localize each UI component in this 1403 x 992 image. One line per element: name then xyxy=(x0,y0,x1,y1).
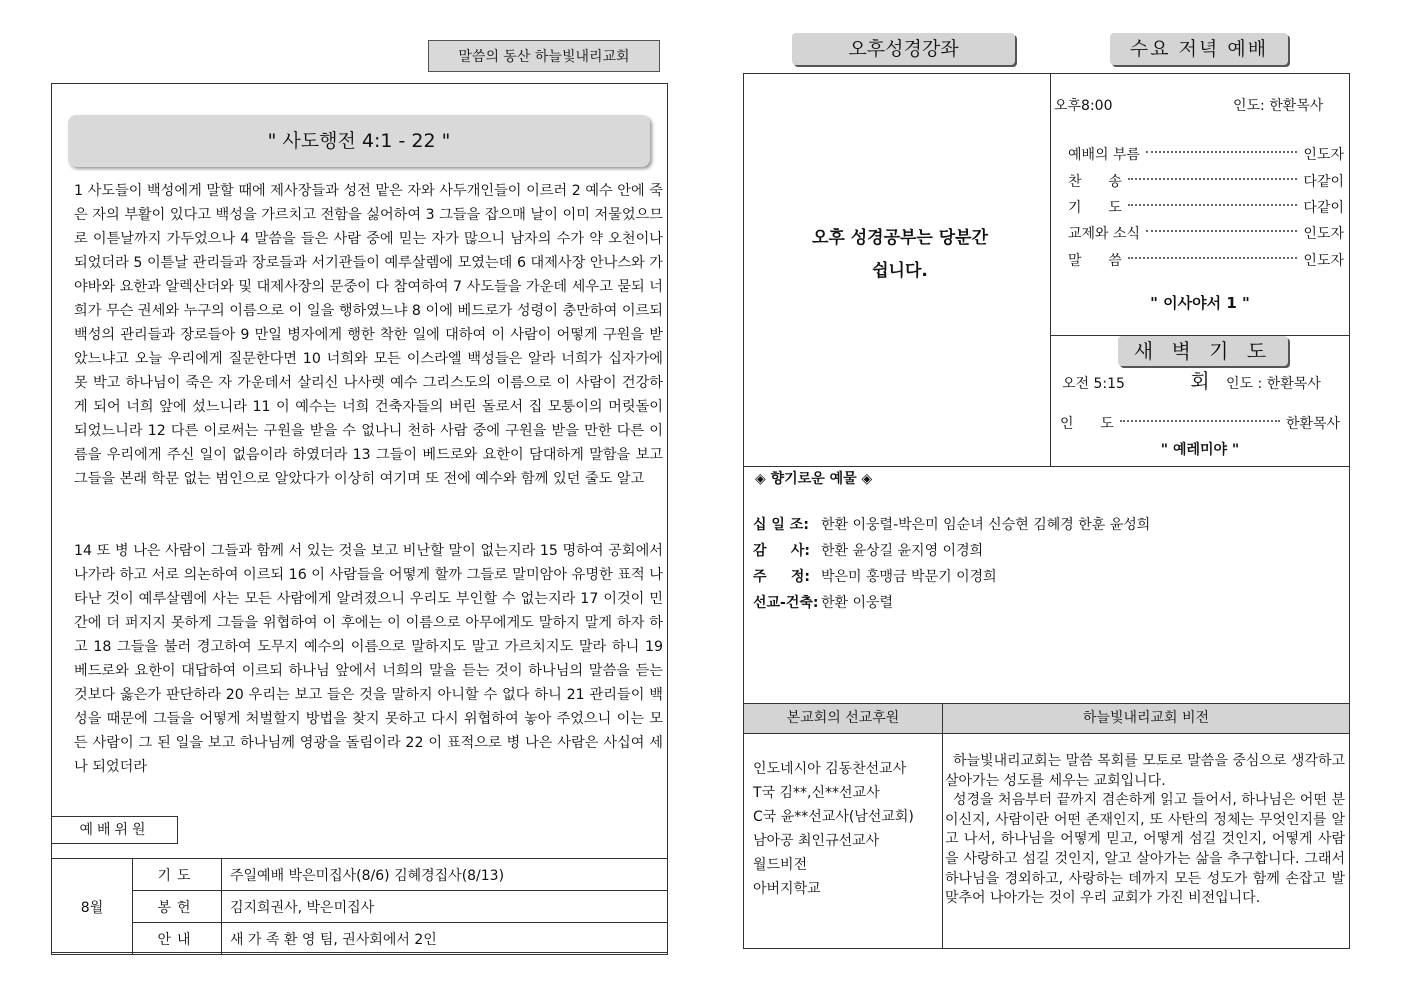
order-who: 인도자 xyxy=(1303,253,1344,269)
order-label: 찬 송 xyxy=(1068,174,1122,190)
order-label: 예배의 부름 xyxy=(1068,147,1141,163)
offering-label: 감 사: xyxy=(753,543,811,559)
duty-label: 예배위원 xyxy=(51,816,178,844)
dawn-time: 오전 5:15 xyxy=(1062,376,1125,392)
order-item xyxy=(1068,250,1344,270)
wed-leader: 인도: 한환목사 xyxy=(1233,98,1324,114)
offering-names: 박은미 홍맹금 박문기 이경희 xyxy=(821,569,997,585)
offering-names: 한환 이웅렬 xyxy=(821,595,894,611)
mission-item: 인도네시아 김동찬선교사 xyxy=(753,761,907,777)
table-row xyxy=(52,859,668,891)
order-who: 인도자 xyxy=(1303,226,1344,242)
wednesday-service-title: 수요 저녁 예배 xyxy=(1110,33,1288,65)
dawn-order-item xyxy=(1060,413,1340,433)
order-item xyxy=(1068,171,1344,191)
pm-class-notice xyxy=(760,222,1040,288)
offering-names: 한환 윤상길 윤지영 이경희 xyxy=(821,543,984,559)
order-who: 다같이 xyxy=(1303,174,1344,190)
duty-month: 8월 xyxy=(52,859,133,955)
mission-item: 월드비전 xyxy=(753,857,808,873)
notice-line: 오후 성경공부는 당분간 xyxy=(811,228,989,248)
church-name-banner: 말씀의 동산 하늘빛내리교회 xyxy=(428,40,660,72)
order-who: 다같이 xyxy=(1303,200,1344,216)
offering-row xyxy=(753,592,893,612)
offering-row xyxy=(753,566,997,586)
mission-header: 본교회의 선교후원 xyxy=(744,704,942,733)
dot-leader xyxy=(1128,257,1298,259)
dot-leader xyxy=(1146,230,1297,232)
duty-role: 기도 xyxy=(133,859,222,891)
duty-table xyxy=(51,858,668,955)
passage-title: " 사도행전 4:1 - 22 " xyxy=(68,115,650,167)
offering-label: 주 정: xyxy=(753,569,811,585)
order-item xyxy=(1068,197,1344,217)
mission-item: 아버지학교 xyxy=(753,881,821,897)
dot-leader xyxy=(1146,151,1297,153)
duty-detail: 새 가 족 환 영 팀, 권사회에서 2인 xyxy=(222,923,668,955)
order-label: 말 씀 xyxy=(1068,253,1122,269)
table-row xyxy=(52,891,668,923)
divider xyxy=(1050,73,1051,466)
order-who: 인도자 xyxy=(1303,147,1344,163)
mission-item: T국 김**,신**선교사 xyxy=(753,785,880,801)
order-item xyxy=(1068,223,1344,243)
vision-text xyxy=(945,752,1345,909)
offering-label: 선교-건축: xyxy=(753,595,819,611)
order-label: 교제와 소식 xyxy=(1068,226,1141,242)
mission-item: 남아공 최인규선교사 xyxy=(753,833,880,849)
offering-label: 십 일 조: xyxy=(753,517,809,533)
dawn-text: " 예레미야 " xyxy=(1160,442,1240,458)
vision-header: 하늘빛내리교회 비전 xyxy=(943,704,1349,733)
dot-leader xyxy=(1120,420,1280,422)
wed-time: 오후8:00 xyxy=(1054,98,1113,114)
vision-paragraph: 하늘빛내리교회는 말씀 목회를 모토로 말씀을 중심으로 생각하고 살아가는 성도를 세우는 교회입니다. xyxy=(945,753,1345,789)
table-row xyxy=(52,923,668,955)
dot-leader xyxy=(1128,178,1298,180)
order-who: 한환목사 xyxy=(1285,416,1340,432)
scripture-paragraph-2: 14 또 병 나은 사람이 그들과 함께 서 있는 것을 보고 비난할 말이 없는지라 15 명하여 공회에서 나가라 하고 서로 의논하여 이르되 16 이 사람들을 어떻게 할까 그들로 말미암아 유명한 표적 나타난 것이 예루살렘에 사는 모든 사람에게 알려졌으니 우리도 부인할 수 없는지라 17 이것이 민간에 더 퍼지지 못하게 그들을 위협하여 이 후에는 이 이름으로 아무에게도 말하지 말게 하자 하고 18 그들을 불러 경고하여 도무지 예수의 이름으로 말하지도 말고 가르치지도 말라 하니 19 베드로와 요한이 대답하여 이르되 하나님 앞에서 너희의 말을 듣는 것이 하나님의 말씀을 듣는 것보다 옳은가 판단하라 20 우리는 보고 들은 것을 말하지 아니할 수 없다 하니 21 관리들이 백성을 때문에 그들을 어떻게 처벌할지 방법을 찾지 못하고 다시 위협하여 놓아 주었으니 이는 모든 사람이 그 된 일을 보고 하나님께 영광을 돌림이라 22 이 표적으로 병 나은 사람은 사십여 세나 되었더라 xyxy=(74,543,663,775)
pm-bible-class-title: 오후성경강좌 xyxy=(792,33,1015,65)
offering-row xyxy=(753,540,983,560)
duty-detail: 주일예배 박은미집사(8/6) 김혜경집사(8/13) xyxy=(222,859,668,891)
notice-line: 쉽니다. xyxy=(872,261,928,281)
offering-row xyxy=(753,514,1150,534)
order-label: 인 도 xyxy=(1060,416,1114,432)
dawn-leader: 인도 : 한환목사 xyxy=(1226,376,1321,392)
scripture-paragraph-1: 1 사도들이 백성에게 말할 때에 제사장들과 성전 맡은 자와 사두개인들이 이르러 2 예수 안에 죽은 자의 부활이 있다고 백성을 가르치고 전함을 싫어하여 3 그들을 잡으매 날이 이미 저물었으므로 이튿날까지 가두었으나 4 말씀을 들은 사람 중에 믿는 자가 많으니 남자의 수가 약 오천이나 되었더라 5 이튿날 관리들과 장로들과 서기관들이 예루살렘에 모였는데 6 대제사장 안나스와 가야바와 요한과 알렉산더와 및 대제사장의 문중이 다 참여하여 7 사도들을 가운데 세우고 묻되 너희가 무슨 권세와 누구의 이름으로 이 일을 행하였느냐 8 이에 베드로가 성령이 충만하여 이르되 백성의 관리들과 장로들아 9 만일 병자에게 행한 착한 일에 대하여 이 사람이 어떻게 구원을 받았느냐고 오늘 우리에게 질문한다면 10 너희와 모든 이스라엘 백성들은 알라 너희가 십자가에 못 박고 하나님이 죽은 자 가운데서 살리신 나사렛 예수 그리스도의 이름으로 이 사람이 건강하게 되어 너희 앞에 섰느니라 11 이 예수는 너희 건축자들의 버린 돌로서 집 모퉁이의 머릿돌이 되었느니라 12 다른 이로써는 구원을 받을 수 없나니 천하 사람 중에 구원을 받을 만한 다른 이름을 우리에게 주신 일이 없음이라 하였더라 13 그들이 베드로와 요한이 담대하게 말함을 보고 그들을 본래 학문 없는 범인으로 알았다가 이상히 여기며 또 전에 예수와 함께 있던 줄도 알고 xyxy=(74,183,663,487)
duty-role: 안내 xyxy=(133,923,222,955)
vision-paragraph: 성경을 처음부터 끝까지 겸손하게 읽고 들어서, 하나님은 어떤 분이신지, 사람이란 어떤 존재인지, 또 사탄의 정체는 무엇인지를 알고 나서, 하나님을 어떻게 믿고, 어떻게 섬길 것인지, 어떻게 사람을 사랑하고 섬길 것인지, 알고 살아가는 삶을 추구합니다. 그래서 하나님을 경외하고, 사랑하는 데까지 모든 성도가 함께 손잡고 발 맞추어 나아가는 것이 우리 교회가 가진 비전입니다. xyxy=(945,792,1345,907)
divider xyxy=(942,703,943,949)
offering-title: ◈ 향기로운 예물 ◈ xyxy=(755,471,873,487)
dawn-prayer-title: 새 벽 기 도 회 xyxy=(1118,336,1288,366)
dot-leader xyxy=(1128,204,1298,206)
offering-names: 한환 이웅렬-박은미 임순녀 신승현 김혜경 한훈 윤성희 xyxy=(821,517,1151,533)
order-label: 기 도 xyxy=(1068,200,1122,216)
divider xyxy=(743,466,1350,467)
order-item xyxy=(1068,144,1344,164)
wed-text: " 이사야서 1 " xyxy=(1150,294,1250,312)
duty-role: 봉헌 xyxy=(133,891,222,923)
duty-detail: 김지희권사, 박은미집사 xyxy=(222,891,668,923)
divider xyxy=(743,733,1350,734)
mission-item: C국 윤**선교사(남선교회) xyxy=(753,809,914,825)
